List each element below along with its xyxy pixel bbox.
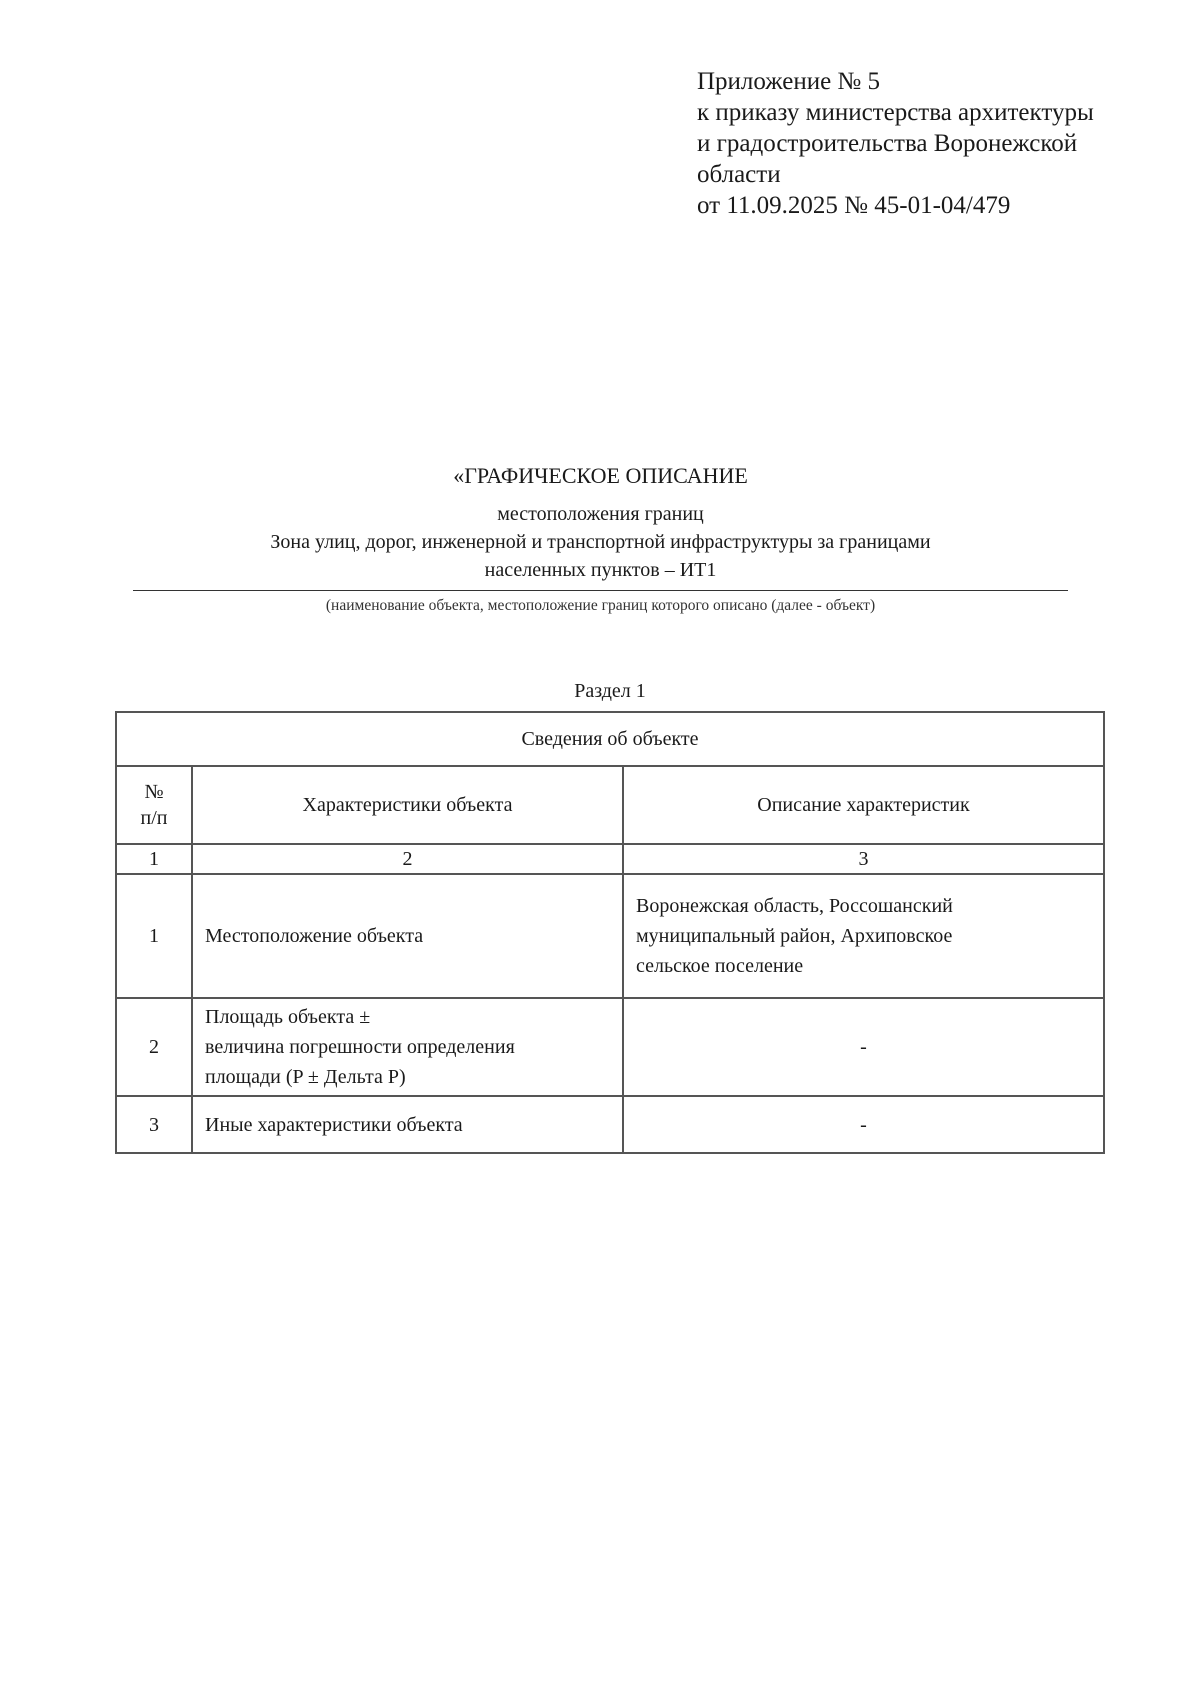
appendix-line: области	[697, 161, 781, 188]
title-caption: (наименование объекта, местоположение границ которого описано (далее - объект)	[325, 597, 876, 614]
cell-line: Воронежская область, Россошанский	[636, 895, 953, 917]
row-characteristic	[192, 1096, 623, 1153]
table-row	[116, 998, 1104, 1096]
column-header-description: Описание характеристик	[623, 766, 1104, 844]
cell-line: муниципальный район, Архиповское	[636, 925, 953, 947]
object-info-table	[115, 711, 1105, 1154]
column-number: 2	[192, 844, 623, 874]
row-description	[623, 998, 1104, 1096]
table-row	[116, 874, 1104, 998]
appendix-line: от 11.09.2025 № 45-01-04/479	[697, 192, 1011, 219]
row-characteristic	[192, 998, 623, 1096]
cell-line: площади (P ± Дельта P)	[205, 1066, 406, 1088]
section-label: Раздел 1	[574, 680, 646, 702]
cell-line: величина погрешности определения	[205, 1036, 515, 1058]
row-description	[623, 874, 1104, 998]
appendix-line: Приложение № 5	[697, 68, 881, 95]
cell-line: сельское поселение	[636, 955, 804, 977]
title-subline: Зона улиц, дорог, инженерной и транспортной инфраструктуры за границами	[270, 531, 931, 553]
title-subline: населенных пунктов – ИТ1	[484, 559, 717, 581]
cell-line: Иные характеристики объекта	[205, 1113, 463, 1136]
table-row	[116, 1096, 1104, 1153]
row-description	[623, 1096, 1104, 1153]
column-number: 1	[116, 844, 192, 874]
column-header-number-line: п/п	[140, 807, 168, 829]
table-header: Сведения об объекте	[116, 712, 1104, 766]
cell-line: -	[860, 1113, 867, 1136]
column-header-characteristic: Характеристики объекта	[192, 766, 623, 844]
document-title: «ГРАФИЧЕСКОЕ ОПИСАНИЕ	[453, 463, 748, 488]
row-number: 3	[116, 1096, 192, 1153]
column-number: 3	[623, 844, 1104, 874]
column-header-row	[116, 766, 1104, 844]
document-title-block	[133, 462, 1068, 617]
cell-line: -	[860, 1036, 867, 1058]
cell-line: Площадь объекта ±	[205, 1006, 371, 1028]
title-subline: местоположения границ	[497, 503, 704, 525]
column-number-row	[116, 844, 1104, 874]
title-underline	[133, 590, 1068, 591]
row-number: 2	[116, 998, 192, 1096]
appendix-heading	[697, 66, 1167, 221]
cell-line: Местоположение объекта	[205, 925, 424, 947]
row-characteristic	[192, 874, 623, 998]
appendix-line: и градостроительства Воронежской	[697, 130, 1078, 157]
column-header-number-line: №	[144, 781, 164, 803]
row-number: 1	[116, 874, 192, 998]
column-header-number	[116, 766, 192, 844]
appendix-line: к приказу министерства архитектуры	[697, 99, 1094, 126]
table-header-row	[116, 712, 1104, 766]
